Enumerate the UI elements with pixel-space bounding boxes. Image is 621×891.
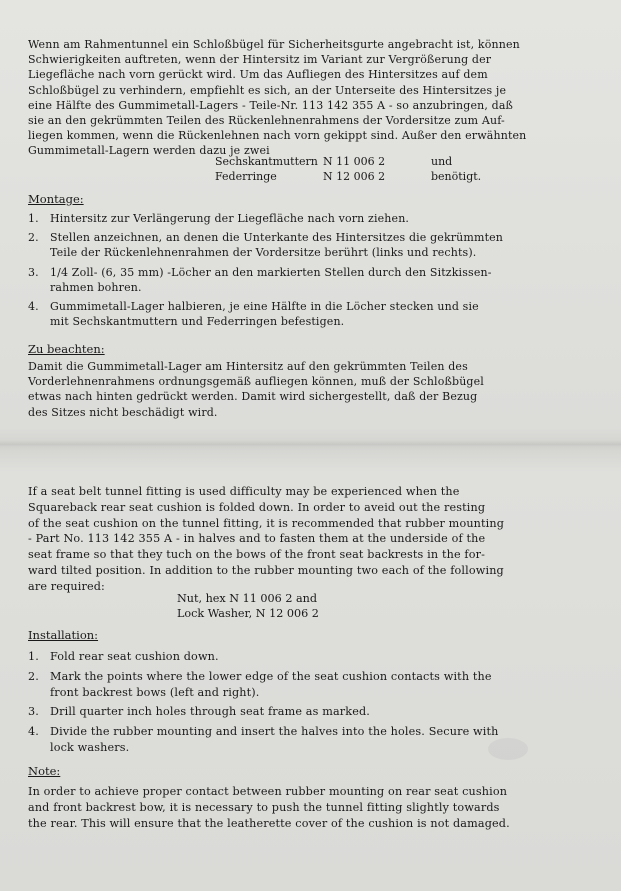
german-note-paragraph xyxy=(28,359,603,420)
text-line: Wenn am Rahmentunnel ein Schloßbügel für Sicherheitsgurte angebracht ist, können xyxy=(28,38,520,51)
text-line: Divide the rubber mounting and insert the halves into the holes. Secure with xyxy=(50,725,499,739)
list-item xyxy=(28,299,603,329)
text-line: mit Sechskantmuttern und Federringen befestigen. xyxy=(50,315,345,329)
text-line: Teile der Rückenlehnenrahmen der Vordersitze berührt (links und rechts). xyxy=(50,246,477,260)
list-item-number: 3. xyxy=(28,705,39,719)
list-item-number: 4. xyxy=(28,300,39,314)
paper-fold xyxy=(0,440,621,450)
parts-row xyxy=(215,154,481,169)
text-line: Gummimetall-Lagern werden dazu je zwei xyxy=(28,144,270,158)
text-line: Drill quarter inch holes through seat frame as marked. xyxy=(50,705,371,719)
list-item xyxy=(28,704,603,720)
text-line: liegen kommen, wenn die Rückenlehnen nach vorn gekippt sind. Außer den erwähnten xyxy=(28,129,527,143)
list-item-text xyxy=(50,669,603,701)
text-line: Hintersitz zur Verlängerung der Liegefläche nach vorn ziehen. xyxy=(50,212,410,225)
part-name: Federringe xyxy=(215,170,277,183)
list-item-number: 1. xyxy=(28,650,39,663)
list-item-text xyxy=(50,265,603,295)
text-line: rahmen bohren. xyxy=(50,280,142,294)
text-line: eine Hälfte des Gummimetall-Lagers - Teile-Nr. 113 142 355 A - so anzubringen, daß xyxy=(28,98,514,112)
text-line: - Part No. 113 142 355 A - in halves and to fasten them at the underside of the xyxy=(28,532,486,546)
text-line: the rear. This will ensure that the leatherette cover of the cushion is not damaged. xyxy=(28,816,510,830)
english-installation-heading: Installation: xyxy=(28,628,99,642)
part-name: Sechskantmuttern xyxy=(215,155,318,168)
list-item-text xyxy=(50,704,603,720)
text-line: lock washers. xyxy=(50,740,130,754)
parts-line: Lock Washer, N 12 006 2 xyxy=(177,607,319,620)
parts-line: Nut, hex N 11 006 2 and xyxy=(177,592,318,605)
text-line: Vorderlehnenrahmens ordnungsgemäß aufliegen können, muß der Schloßbügel xyxy=(28,375,484,389)
text-line: seat frame so that they tuch on the bows of the front seat backrests in the for- xyxy=(28,548,486,562)
text-line: sie an den gekrümmten Teilen des Rückenlehnenrahmens der Vordersitze zum Auf- xyxy=(28,114,505,128)
english-intro-paragraph xyxy=(28,484,603,595)
list-item-text xyxy=(50,724,603,756)
parts-row xyxy=(215,169,481,184)
text-line: Mark the points where the lower edge of the seat cushion contacts with the xyxy=(50,669,492,683)
german-note-heading: Zu beachten: xyxy=(28,342,105,356)
text-line: des Sitzes nicht beschädigt wird. xyxy=(28,405,218,419)
list-item xyxy=(28,724,603,756)
german-montage-steps xyxy=(28,211,603,333)
text-line: Gummimetall-Lager halbieren, je eine Hälfte in die Löcher stecken und sie xyxy=(50,300,479,314)
part-number: N 11 006 2 xyxy=(323,155,386,168)
list-item xyxy=(28,265,603,295)
list-item-text xyxy=(50,649,603,665)
english-parts-list xyxy=(177,591,319,621)
text-line: and front backrest bow, it is necessary to push the tunnel fitting slightly towards xyxy=(28,800,500,814)
english-note-paragraph xyxy=(28,784,603,831)
list-item xyxy=(28,649,603,665)
text-line: Liegefläche nach vorn gerückt wird. Um das Aufliegen des Hintersitzes auf dem xyxy=(28,68,488,82)
list-item xyxy=(28,230,603,260)
text-line: ward tilted position. In addition to the rubber mounting two each of the following xyxy=(28,563,504,577)
list-item-text xyxy=(50,211,603,226)
german-parts-list xyxy=(215,154,481,184)
german-montage-heading: Montage: xyxy=(28,192,84,206)
list-item-number: 1. xyxy=(28,212,39,225)
text-line: 1/4 Zoll- (6, 35 mm) -Löcher an den markierten Stellen durch den Sitzkissen- xyxy=(50,265,492,279)
list-item-text xyxy=(50,299,603,329)
text-line: Damit die Gummimetall-Lager am Hintersitz auf den gekrümmten Teilen des xyxy=(28,360,468,373)
english-installation-steps xyxy=(28,649,603,760)
part-suffix: benötigt. xyxy=(431,170,482,183)
list-item-number: 4. xyxy=(28,725,39,739)
text-line: front backrest bows (left and right). xyxy=(50,685,260,699)
text-line: Fold rear seat cushion down. xyxy=(50,650,219,663)
list-item xyxy=(28,211,603,226)
text-line: Squareback rear seat cushion is folded down. In order to aveid out the resting xyxy=(28,500,486,514)
english-note-heading: Note: xyxy=(28,764,61,778)
part-number: N 12 006 2 xyxy=(323,170,386,183)
text-line: Schwierigkeiten auftreten, wenn der Hintersitz im Variant zur Vergrößerung der xyxy=(28,53,492,67)
text-line: Schloßbügel zu verhindern, empfiehlt es sich, an der Unterseite des Hintersitzes je xyxy=(28,83,507,97)
list-item-number: 2. xyxy=(28,669,39,683)
text-line: are required: xyxy=(28,579,105,593)
german-intro-paragraph xyxy=(28,37,603,159)
part-suffix: und xyxy=(431,155,453,168)
text-line: If a seat belt tunnel fitting is used difficulty may be experienced when the xyxy=(28,485,460,498)
list-item-number: 2. xyxy=(28,231,39,245)
list-item-number: 3. xyxy=(28,265,39,279)
text-line: Stellen anzeichnen, an denen die Unterkante des Hintersitzes die gekrümmten xyxy=(50,231,504,245)
list-item-text xyxy=(50,230,603,260)
text-line: In order to achieve proper contact between rubber mounting on rear seat cushion xyxy=(28,785,508,798)
text-line: etwas nach hinten gedrückt werden. Damit wird sichergestellt, daß der Bezug xyxy=(28,390,478,404)
text-line: of the seat cushion on the tunnel fitting, it is recommended that rubber mounting xyxy=(28,516,505,530)
list-item xyxy=(28,669,603,701)
